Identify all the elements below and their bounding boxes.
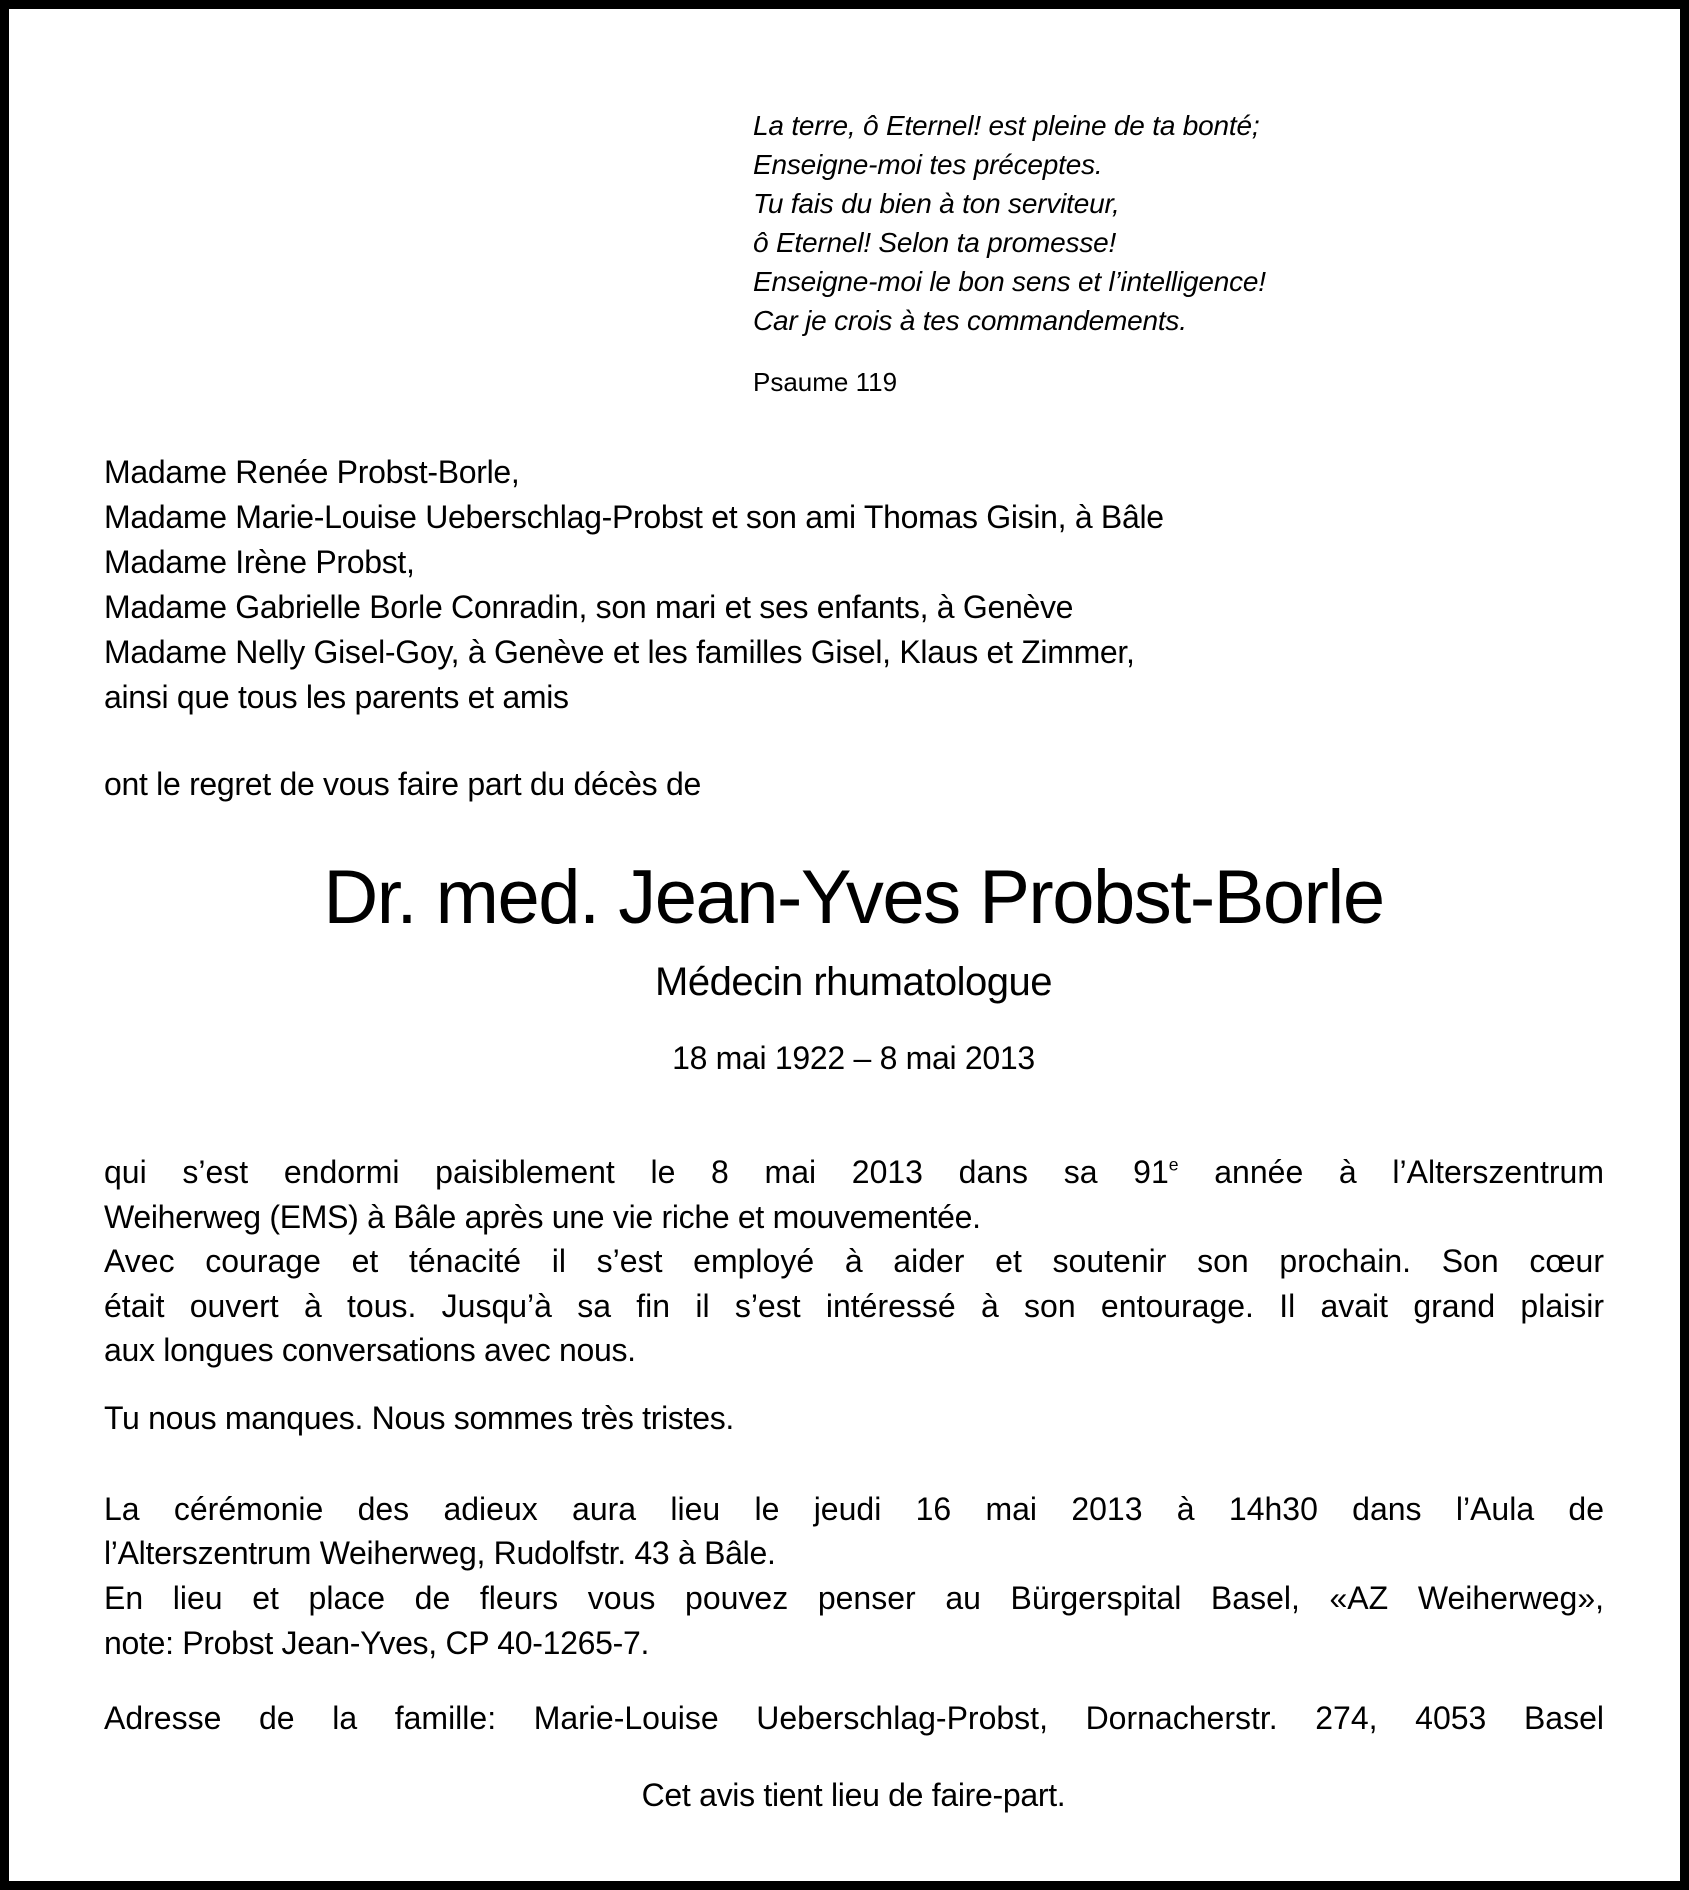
family-member-line: Madame Gabrielle Borle Conradin, son mari et ses enfants, à Genève [104,589,1074,625]
epigraph-line: Enseigne-moi tes préceptes. [753,149,1103,180]
epigraph-line: La terre, ô Eternel! est pleine de ta bonté; [753,110,1260,141]
epigraph-reference: Psaume 119 [753,367,898,397]
epigraph-line: Tu fais du bien à ton serviteur, [753,188,1120,219]
epigraph-line: ô Eternel! Selon ta promesse! [753,227,1117,258]
body-text-line: La cérémonie des adieux aura lieu le jeudi 16 mai 2013 à 14h30 dans l’Aula de [104,1491,1604,1527]
body-text-line: En lieu et place de fleurs vous pouvez penser au Bürgerspital Basel, «AZ Weiherweg», [104,1580,1604,1616]
epigraph-line: Enseigne-moi le bon sens et l’intelligence! [753,266,1266,297]
closing-note: Cet avis tient lieu de faire-part. [641,1777,1066,1813]
family-member-line: Madame Marie-Louise Ueberschlag-Probst et son ami Thomas Gisin, à Bâle [104,499,1164,535]
body-text-line: Avec courage et ténacité il s’est employé à aider et soutenir son prochain. Son cœur [104,1243,1604,1279]
body-text-line: note: Probst Jean-Yves, CP 40-1265-7. [104,1625,650,1661]
family-address: Adresse de la famille: Marie-Louise Ueberschlag-Probst, Dornacherstr. 274, 4053 Basel [104,1700,1604,1736]
deceased-profession: Médecin rhumatologue [655,960,1052,1004]
family-member-line: ainsi que tous les parents et amis [104,679,569,715]
announcement-text: ont le regret de vous faire part du décès de [104,766,701,802]
deceased-life-dates: 18 mai 1922 – 8 mai 2013 [672,1040,1035,1076]
body-text-line: qui s’est endormi paisiblement le 8 mai 2013 dans sa 91e année à l’Alterszentrum [104,1154,1605,1190]
body-text-line: Tu nous manques. Nous sommes très tristes. [104,1400,735,1436]
body-text-line: l’Alterszentrum Weiherweg, Rudolfstr. 43 à Bâle. [104,1535,776,1571]
body-text-line: Weiherweg (EMS) à Bâle après une vie riche et mouvementée. [104,1199,981,1235]
body-text-line: était ouvert à tous. Jusqu’à sa fin il s’est intéressé à son entourage. Il avait grand plaisir [104,1288,1604,1324]
deceased-name-heading: Dr. med. Jean-Yves Probst-Borle [323,855,1384,940]
body-text-line: aux longues conversations avec nous. [104,1332,636,1368]
family-member-line: Madame Renée Probst-Borle, [104,454,520,490]
ordinal-superscript: e [1168,1154,1179,1175]
epigraph-line: Car je crois à tes commandements. [753,305,1187,336]
family-member-line: Madame Nelly Gisel-Goy, à Genève et les familles Gisel, Klaus et Zimmer, [104,634,1135,670]
family-member-line: Madame Irène Probst, [104,544,415,580]
